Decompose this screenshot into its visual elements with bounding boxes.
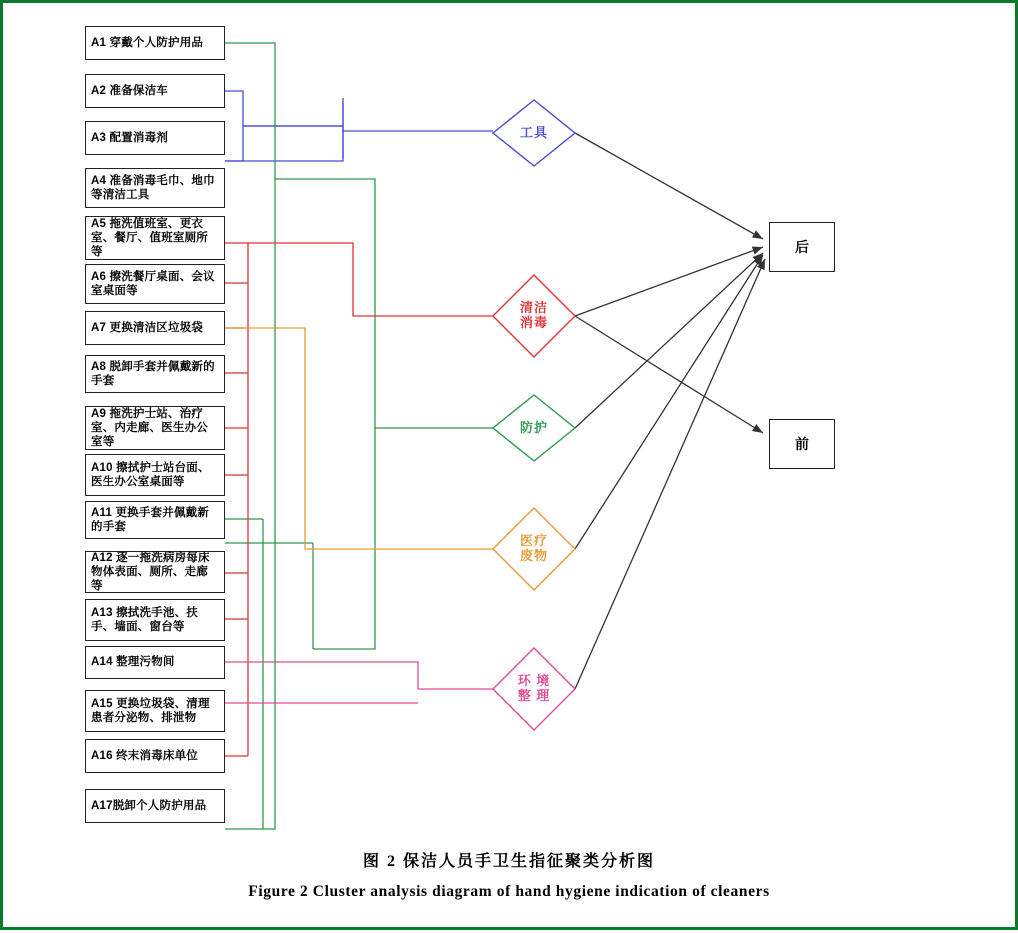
activity-a8-label: A8 脱卸手套并佩戴新的手套 (91, 360, 215, 387)
outcome-after[interactable] (769, 222, 835, 272)
activity-a2[interactable] (85, 74, 225, 108)
activity-a4[interactable] (85, 168, 225, 208)
activity-a3[interactable] (85, 121, 225, 155)
outcome-arrows (575, 133, 765, 689)
activity-a4-label: A4 准备消毒毛巾、地巾等清洁工具 (91, 174, 215, 201)
cluster-label-protection (494, 410, 574, 446)
activity-a7[interactable] (85, 311, 225, 345)
cluster-link-cleaning (225, 243, 493, 756)
figure-caption-en: Figure 2 Cluster analysis diagram of hand hygiene indication of cleaners (248, 883, 770, 900)
activity-a10[interactable] (85, 454, 225, 496)
activity-a13[interactable] (85, 599, 225, 641)
cluster-environment-line2: 整 理 (517, 688, 551, 703)
activity-a6-label: A6 擦洗餐厅桌面、会议室桌面等 (91, 270, 215, 297)
cluster-environment-line1: 环 境 (517, 673, 551, 689)
cluster-protection-text: 防护 (519, 419, 548, 435)
activity-a14[interactable] (85, 646, 225, 679)
cluster-tools-text: 工具 (519, 124, 548, 140)
cluster-cleaning-line1: 清洁 (519, 300, 548, 316)
activity-a17-label: A17脱卸个人防护用品 (91, 799, 207, 812)
activity-a10-label: A10 擦拭护士站台面、医生办公室桌面等 (91, 461, 210, 488)
cluster-medical-waste-line2: 废物 (519, 548, 548, 563)
activity-a8[interactable] (85, 355, 225, 393)
cluster-link-tools (225, 91, 493, 161)
cluster-link-medical-waste (225, 328, 493, 549)
activity-a16-label: A16 终末消毒床单位 (91, 749, 198, 762)
outcome-after-label: 后 (795, 239, 809, 255)
cluster-label-tools (494, 115, 574, 151)
cluster-medical-waste-line1: 医疗 (519, 533, 548, 549)
activity-a2-label: A2 准备保洁车 (91, 84, 168, 97)
cluster-cleaning-line2: 消毒 (519, 315, 548, 330)
activity-a5[interactable] (85, 216, 225, 260)
cluster-label-environment (494, 665, 574, 713)
activity-a3-label: A3 配置消毒剂 (91, 131, 168, 144)
activity-a14-label: A14 整理污物间 (91, 656, 175, 669)
activity-a13-label: A13 擦拭洗手池、扶手、墙面、窗台等 (91, 606, 198, 633)
activity-a9[interactable] (85, 406, 225, 450)
cluster-label-cleaning (494, 292, 574, 340)
activity-a9-label: A9 拖洗护士站、治疗室、内走廊、医生办公室等 (91, 407, 208, 449)
activity-a11[interactable] (85, 501, 225, 539)
activity-a16[interactable] (85, 739, 225, 773)
outcome-before[interactable] (769, 419, 835, 469)
outcome-before-label: 前 (795, 436, 809, 452)
activity-a17[interactable] (85, 789, 225, 823)
activity-a7-label: A7 更换清洁区垃圾袋 (91, 321, 204, 334)
cluster-link-environment (225, 662, 493, 703)
cluster-label-medical-waste (494, 525, 574, 573)
activity-a5-label: A5 拖洗值班室、更衣室、餐厅、值班室厕所等 (91, 217, 208, 259)
activity-a1[interactable] (85, 26, 225, 60)
activity-a12[interactable] (85, 551, 225, 593)
activity-a15[interactable] (85, 690, 225, 732)
figure-caption-cn: 图 2 保洁人员手卫生指征聚类分析图 (362, 853, 655, 870)
activity-a6[interactable] (85, 264, 225, 304)
activity-a15-label: A15 更换垃圾袋、清理患者分泌物、排泄物 (91, 697, 210, 724)
activity-a11-label: A11 更换手套并佩戴新的手套 (91, 506, 210, 533)
activity-a1-label: A1 穿戴个人防护用品 (91, 36, 204, 49)
activity-a12-label: A12 逐一拖洗病房每床物体表面、厕所、走廊等 (91, 551, 210, 593)
